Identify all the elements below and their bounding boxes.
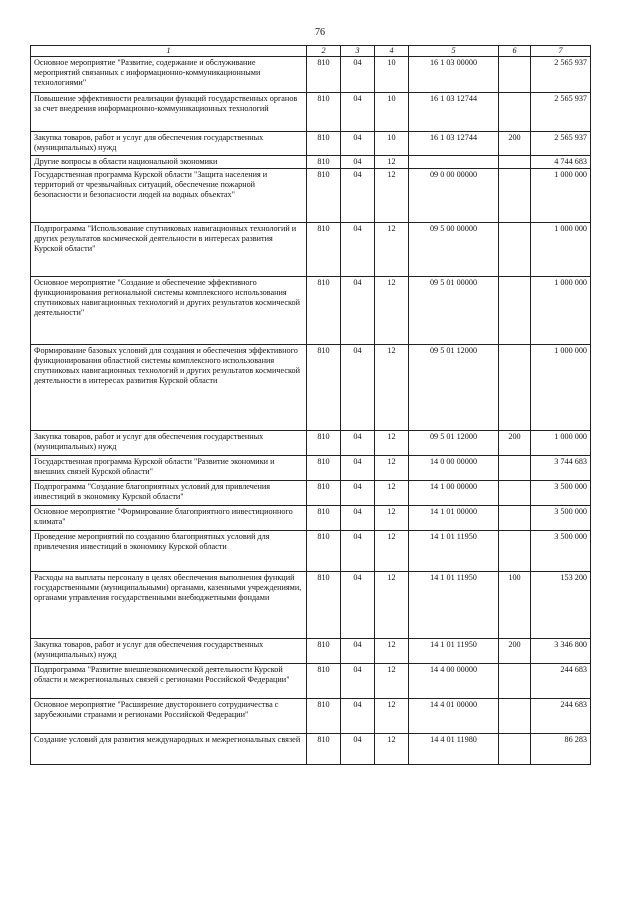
row-name-cell: Повышение эффективности реализации функций государственных органов за счет внедрения информационно-коммуникационных технологий (31, 93, 307, 132)
row-pr-cell: 12 (375, 734, 409, 765)
header-col-csr: 5 (409, 46, 499, 57)
row-pr-cell: 10 (375, 132, 409, 156)
row-csr-cell (409, 156, 499, 169)
row-grbs-cell: 810 (307, 93, 341, 132)
header-col-pr: 4 (375, 46, 409, 57)
row-pr-cell: 12 (375, 699, 409, 734)
row-sum-cell: 244 683 (531, 699, 591, 734)
row-grbs-cell: 810 (307, 639, 341, 664)
row-name-cell: Закупка товаров, работ и услуг для обеспечения государственных (муниципальных) нужд (31, 431, 307, 456)
row-rz-cell: 04 (341, 481, 375, 506)
row-pr-cell: 10 (375, 57, 409, 93)
row-vr-cell (499, 277, 531, 345)
row-csr-cell: 14 4 00 00000 (409, 664, 499, 699)
row-vr-cell (499, 169, 531, 223)
row-rz-cell: 04 (341, 734, 375, 765)
row-csr-cell: 14 0 00 00000 (409, 456, 499, 481)
row-name-cell: Закупка товаров, работ и услуг для обеспечения государственных (муниципальных) нужд (31, 132, 307, 156)
row-grbs-cell: 810 (307, 506, 341, 531)
header-col-sum: 7 (531, 46, 591, 57)
row-rz-cell: 04 (341, 57, 375, 93)
row-grbs-cell: 810 (307, 699, 341, 734)
row-csr-cell: 09 5 01 12000 (409, 345, 499, 431)
row-name-cell: Основное мероприятие "Расширение двустороннего сотрудничества с зарубежными странами и регионами Российской Федерации" (31, 699, 307, 734)
row-pr-cell: 12 (375, 639, 409, 664)
row-grbs-cell: 810 (307, 734, 341, 765)
row-csr-cell: 16 1 03 12744 (409, 132, 499, 156)
row-pr-cell: 12 (375, 345, 409, 431)
row-name-cell: Государственная программа Курской области "Развитие экономики и внешних связей Курской области" (31, 456, 307, 481)
table-row (31, 345, 591, 431)
row-vr-cell (499, 481, 531, 506)
row-sum-cell: 3 744 683 (531, 456, 591, 481)
row-csr-cell: 14 1 00 00000 (409, 481, 499, 506)
row-name-cell: Расходы на выплаты персоналу в целях обеспечения выполнения функций государственными (муниципальными) органами, казенными учреждениями, органами управления государственными внебюджетными фондами (31, 572, 307, 639)
row-grbs-cell: 810 (307, 481, 341, 506)
row-vr-cell (499, 699, 531, 734)
page-number: 76 (315, 27, 325, 38)
row-sum-cell: 2 565 937 (531, 57, 591, 93)
table-header-row (31, 46, 591, 57)
row-sum-cell: 3 346 800 (531, 639, 591, 664)
row-sum-cell: 2 565 937 (531, 93, 591, 132)
row-vr-cell: 100 (499, 572, 531, 639)
row-grbs-cell: 810 (307, 456, 341, 481)
row-name-cell: Создание условий для развития международных и межрегиональных связей (31, 734, 307, 765)
row-pr-cell: 12 (375, 481, 409, 506)
row-sum-cell: 1 000 000 (531, 431, 591, 456)
row-grbs-cell: 810 (307, 132, 341, 156)
row-sum-cell: 2 565 937 (531, 132, 591, 156)
header-col-vr: 6 (499, 46, 531, 57)
table-body (31, 57, 591, 765)
row-rz-cell: 04 (341, 664, 375, 699)
row-name-cell: Формирование базовых условий для создания и обеспечения эффективного функционирования областной системы комплексного использования спутниковых навигационных технологий и других результатов космической деятельности в интересах развития Курской области (31, 345, 307, 431)
row-csr-cell: 14 1 01 11950 (409, 572, 499, 639)
row-vr-cell: 200 (499, 639, 531, 664)
table-row (31, 664, 591, 699)
row-sum-cell: 1 000 000 (531, 345, 591, 431)
table-row (31, 57, 591, 93)
row-pr-cell: 12 (375, 506, 409, 531)
row-rz-cell: 04 (341, 699, 375, 734)
row-name-cell: Подпрограмма "Использование спутниковых навигационных технологий и других результатов космической деятельности в интересах развития Курской области" (31, 223, 307, 277)
table-row (31, 156, 591, 169)
row-sum-cell: 3 500 000 (531, 506, 591, 531)
row-rz-cell: 04 (341, 223, 375, 277)
row-vr-cell (499, 223, 531, 277)
table-row (31, 531, 591, 572)
row-pr-cell: 12 (375, 531, 409, 572)
row-csr-cell: 09 5 01 12000 (409, 431, 499, 456)
row-sum-cell: 1 000 000 (531, 169, 591, 223)
row-csr-cell: 14 1 01 11950 (409, 639, 499, 664)
row-vr-cell (499, 734, 531, 765)
row-vr-cell (499, 456, 531, 481)
row-vr-cell: 200 (499, 431, 531, 456)
row-pr-cell: 10 (375, 93, 409, 132)
row-vr-cell: 200 (499, 132, 531, 156)
row-csr-cell: 09 5 00 00000 (409, 223, 499, 277)
row-grbs-cell: 810 (307, 664, 341, 699)
table-row (31, 699, 591, 734)
table-row (31, 169, 591, 223)
row-name-cell: Основное мероприятие "Развитие, содержание и обслуживание мероприятий связанных с информационно-коммуникационными технологиями" (31, 57, 307, 93)
row-sum-cell: 3 500 000 (531, 531, 591, 572)
row-vr-cell (499, 506, 531, 531)
row-name-cell: Другие вопросы в области национальной экономики (31, 156, 307, 169)
row-rz-cell: 04 (341, 431, 375, 456)
row-csr-cell: 16 1 03 12744 (409, 93, 499, 132)
row-csr-cell: 14 1 01 11950 (409, 531, 499, 572)
row-rz-cell: 04 (341, 572, 375, 639)
table-row (31, 132, 591, 156)
row-sum-cell: 1 000 000 (531, 223, 591, 277)
row-rz-cell: 04 (341, 345, 375, 431)
table-row (31, 506, 591, 531)
row-sum-cell: 3 500 000 (531, 481, 591, 506)
row-rz-cell: 04 (341, 277, 375, 345)
row-grbs-cell: 810 (307, 345, 341, 431)
row-grbs-cell: 810 (307, 277, 341, 345)
row-sum-cell: 86 283 (531, 734, 591, 765)
row-name-cell: Проведение мероприятий по созданию благоприятных условий для привлечения инвестиций в экономику Курской области (31, 531, 307, 572)
row-grbs-cell: 810 (307, 223, 341, 277)
row-rz-cell: 04 (341, 169, 375, 223)
row-csr-cell: 14 4 01 11980 (409, 734, 499, 765)
row-rz-cell: 04 (341, 93, 375, 132)
table-row (31, 639, 591, 664)
row-pr-cell: 12 (375, 277, 409, 345)
row-sum-cell: 244 683 (531, 664, 591, 699)
row-rz-cell: 04 (341, 639, 375, 664)
budget-table (30, 45, 591, 765)
row-name-cell: Подпрограмма "Создание благоприятных условий для привлечения инвестиций в экономику Курской области" (31, 481, 307, 506)
row-rz-cell: 04 (341, 456, 375, 481)
table-row (31, 481, 591, 506)
row-vr-cell (499, 156, 531, 169)
table-row (31, 572, 591, 639)
row-pr-cell: 12 (375, 664, 409, 699)
row-pr-cell: 12 (375, 156, 409, 169)
row-sum-cell: 1 000 000 (531, 277, 591, 345)
row-vr-cell (499, 531, 531, 572)
header-col-rz: 3 (341, 46, 375, 57)
row-rz-cell: 04 (341, 531, 375, 572)
row-grbs-cell: 810 (307, 57, 341, 93)
row-pr-cell: 12 (375, 431, 409, 456)
table-row (31, 431, 591, 456)
row-name-cell: Основное мероприятие "Создание и обеспечение эффективного функционирования региональной системы комплексного использования спутниковых навигационных технологий и других результатов космической деятельности" (31, 277, 307, 345)
row-vr-cell (499, 664, 531, 699)
table-row (31, 223, 591, 277)
table-row (31, 734, 591, 765)
row-csr-cell: 09 0 00 00000 (409, 169, 499, 223)
header-col-name: 1 (31, 46, 307, 57)
row-csr-cell: 14 1 01 00000 (409, 506, 499, 531)
row-sum-cell: 4 744 683 (531, 156, 591, 169)
row-rz-cell: 04 (341, 506, 375, 531)
row-pr-cell: 12 (375, 572, 409, 639)
row-vr-cell (499, 93, 531, 132)
row-pr-cell: 12 (375, 169, 409, 223)
table-row (31, 277, 591, 345)
row-rz-cell: 04 (341, 132, 375, 156)
row-name-cell: Закупка товаров, работ и услуг для обеспечения государственных (муниципальных) нужд (31, 639, 307, 664)
header-col-grbs: 2 (307, 46, 341, 57)
row-grbs-cell: 810 (307, 169, 341, 223)
row-grbs-cell: 810 (307, 431, 341, 456)
row-pr-cell: 12 (375, 456, 409, 481)
table-row (31, 93, 591, 132)
row-csr-cell: 16 1 03 00000 (409, 57, 499, 93)
row-pr-cell: 12 (375, 223, 409, 277)
row-grbs-cell: 810 (307, 572, 341, 639)
row-name-cell: Основное мероприятие "Формирование благоприятного инвестиционного климата" (31, 506, 307, 531)
row-grbs-cell: 810 (307, 156, 341, 169)
row-csr-cell: 09 5 01 00000 (409, 277, 499, 345)
row-sum-cell: 153 200 (531, 572, 591, 639)
row-csr-cell: 14 4 01 00000 (409, 699, 499, 734)
row-name-cell: Подпрограмма "Развитие внешнеэкономической деятельности Курской области и межрегиональных связей с регионами Российской Федерации" (31, 664, 307, 699)
row-vr-cell (499, 345, 531, 431)
row-grbs-cell: 810 (307, 531, 341, 572)
row-rz-cell: 04 (341, 156, 375, 169)
table-row (31, 456, 591, 481)
row-vr-cell (499, 57, 531, 93)
row-name-cell: Государственная программа Курской области "Защита населения и территорий от чрезвычайных ситуаций, обеспечение пожарной безопасности и безопасности людей на водных объектах" (31, 169, 307, 223)
